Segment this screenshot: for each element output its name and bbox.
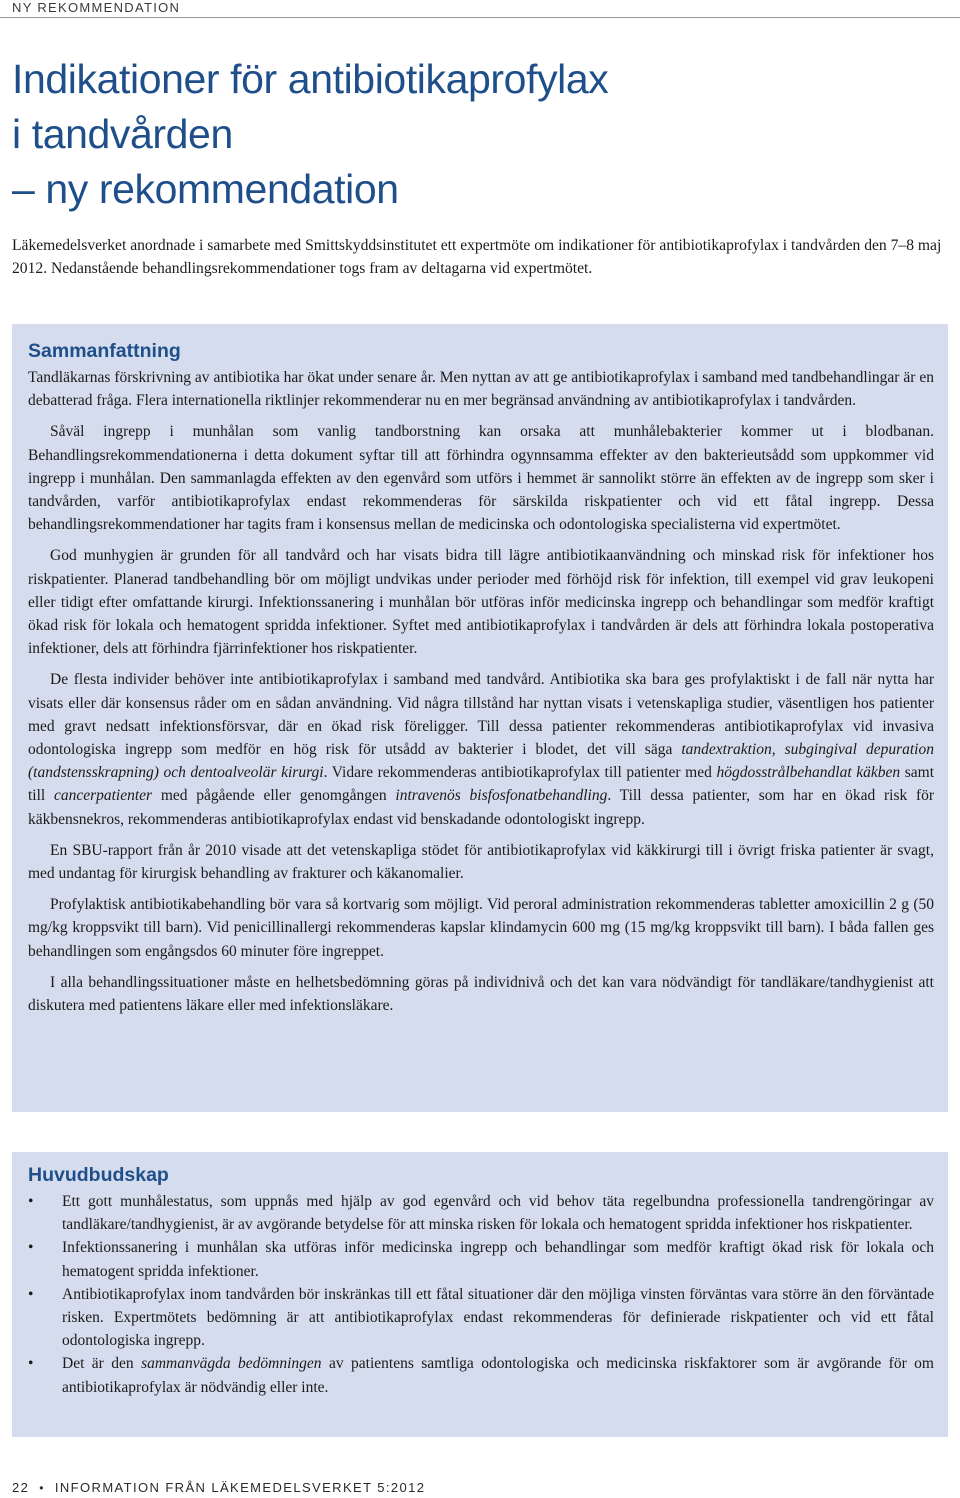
summary-paragraph-3: God munhygien är grunden för all tandvård och har visats bidra till lägre antibiotikaanvändning och minskad risk för infektioner hos riskpatienter. Planerad tandbehandling bör om möjligt undvikas under perioder med förhöjd risk för infektion, till exempel vid grav leukopeni eller tidigt efter omfattande kirurgi. Infektionssanering i munhålan bör utföras inför medicinska ingrepp och behandlingar som medför kraftigt ökad risk för lokala och hematogent spridda infektioner. Syftet med antibiotikaprofylax i tandvården är dels att förhindra lokala postoperativa infektioner, dels att förhindra fjärrinfektioner hos riskpatienter. bbox=[28, 547, 934, 658]
page-title bbox=[12, 52, 942, 217]
summary-paragraph-4-text-b: . Vidare rekommenderas antibiotikaprofylax till patienter med bbox=[323, 764, 717, 782]
summary-paragraph-4-text-c: samt till bbox=[28, 764, 934, 805]
summary-box bbox=[12, 324, 948, 1112]
bullet-icon: • bbox=[28, 1239, 34, 1257]
summary-paragraph-1: Tandläkarnas förskrivning av antibiotika har ökat under senare år. Men nyttan av att ge antibiotikaprofylax i samband med tandbehandlingar är en debatterad fråga. Flera internationella riktlinjer rekommenderar nu en mer begränsad användning av antibiotikaprofylax i tandvården. bbox=[28, 369, 934, 410]
summary-paragraph-4-emphasis-2: högdosstrålbehandlat käkben bbox=[716, 764, 901, 782]
summary-heading: Sammanfattning bbox=[28, 340, 181, 362]
page-footer bbox=[12, 1478, 942, 1497]
summary-paragraph-5: En SBU-rapport från år 2010 visade att det vetenskapliga stödet för antibiotikaprofylax vid käkkirurgi till i övrigt friska patienter är svagt, med undantag för kirurgisk behandling av frakturer och käkanomalier. bbox=[28, 841, 934, 883]
bullet-icon: • bbox=[28, 1285, 34, 1303]
bullet-icon: • bbox=[28, 1193, 34, 1210]
key-message-text-4a: Det är den bbox=[62, 1355, 142, 1373]
key-message-text-2: Infektionssanering i munhålan ska utföras inför medicinska ingrepp och behandlingar som medför kraftigt ökad risk för lokala och hematogent spridda infektioner. bbox=[62, 1239, 934, 1280]
list-item bbox=[28, 1190, 934, 1236]
summary-paragraph-4-emphasis-3: cancerpatienter bbox=[53, 787, 153, 805]
summary-paragraph-2: Såväl ingrepp i munhålan som vanlig tandborstning kan orsaka att munhålebakterier kommer ut i blodbanan. Behandlingsrekommendationerna i detta dokument syftar till att förhindra ogynnsamma effekter av den bakterieutsådd som uppkommer vid ingrepp i munhålan. Den sammanlagda effekten av den egenvård som utförs i hemmet är sannolikt större än effekten av de ingrepp som sker i tandvården, varför antibiotikaprofylax endast rekommenderas för särskilda riskpatienter och vid ett fåtal ingrepp. Dessa behandlingsrekommendationer har tagits fram i konsensus mellan de medicinska och odontologiska specialisterna vid expertmötet. bbox=[28, 423, 934, 534]
list-item bbox=[28, 1283, 934, 1353]
summary-paragraph-4 bbox=[28, 668, 934, 830]
list-item bbox=[28, 1236, 934, 1282]
summary-paragraph-4-text-e: . Till dessa patienter, som har en ökad risk för käkbensnekros, rekommenderas antibiotikaprofylax endast vid benskadande odontologiskt ingrepp. bbox=[28, 787, 935, 828]
title-line-1: Indikationer för antibiotikaprofylax bbox=[12, 56, 609, 102]
publication-name: INFORMATION FRÅN LÄKEMEDELSVERKET 5:2012 bbox=[54, 1480, 426, 1495]
key-message-text-3: Antibiotikaprofylax inom tandvården bör inskränkas till ett fåtal situationer där den möjliga vinsten förväntas vara större än den förväntade risken. Expertmötets bedömning är att antibiotikaprofylax endast rekommenderas för definierade riskpatienter och vid ett fåtal odontologiska ingrepp. bbox=[62, 1285, 934, 1350]
intro-paragraph: Läkemedelsverket anordnade i samarbete med Smittskyddsinstitutet ett expertmöte om indikationer för antibiotikaprofylax i tandvården den 7–8 maj 2012. Nedanstående behandlingsrekommendationer togs fram av deltagarna vid expertmötet. bbox=[12, 237, 942, 277]
key-message-emphasis: sammanvägda bedömningen bbox=[141, 1355, 322, 1373]
summary-paragraph-4-emphasis-4: intravenös bisfosfonatbehandling bbox=[395, 787, 608, 805]
list-item bbox=[28, 1352, 934, 1398]
page-number: 22 bbox=[12, 1480, 30, 1495]
section-label: NY REKOMMENDATION bbox=[0, 0, 960, 18]
title-line-2: i tandvården bbox=[12, 111, 233, 157]
summary-paragraph-7: I alla behandlingssituationer måste en helhetsbedömning göras på individnivå och det kan vara nödvändigt för tandläkare/tandhygienist att diskutera med patientens läkare eller med infektionsläkare. bbox=[28, 973, 934, 1015]
footer-separator: • bbox=[39, 1481, 45, 1495]
key-message-text-4b: av patientens samtliga odontologiska och medicinska riskfaktorer som är avgörande för om antibiotikaprofylax är nödvändig eller inte. bbox=[62, 1355, 934, 1396]
key-messages-list bbox=[28, 1190, 934, 1399]
title-line-3: – ny rekommendation bbox=[12, 166, 399, 212]
summary-paragraph-6: Profylaktisk antibiotikabehandling bör vara så kortvarig som möjligt. Vid peroral administration rekommenderas tabletter amoxicillin 2 g (50 mg/kg kroppsvikt till barn). Vid penicillinallergi rekommenderas kapslar klindamycin 600 mg (15 mg/kg kroppsvikt till barn). I båda fallen ges behandlingen som engångsdos 60 minuter före ingreppet. bbox=[28, 896, 934, 960]
summary-paragraph-4-emphasis-1: tandextraktion, subgingival depuration (tandstensskrapning) och dentoalveolär kirurgi bbox=[28, 741, 934, 782]
key-message-text-1: Ett gott munhålestatus, som uppnås med hjälp av god egenvård och vid behov täta regelbundna professionella tandrengöringar av tandläkare/tandhygienist, är av avgörande betydelse för att minska risken för lokala och hematogent spridda infektioner hos riskpatienter. bbox=[62, 1193, 934, 1234]
summary-paragraph-4-text-d: med pågående eller genomgången bbox=[152, 787, 396, 805]
bullet-icon: • bbox=[28, 1355, 34, 1373]
key-messages-heading: Huvudbudskap bbox=[28, 1164, 169, 1186]
summary-paragraph-4-text-a: De flesta individer behöver inte antibiotikaprofylax i samband med tandvård. Antibiotika ska bara ges profylaktiskt i de fall när nytta har visats eller där konsensus råder om en sådan användning. Vid några tillstånd har nyttan visats i vetenskapliga studier, väsentligen hos patienter med gravt nedsatt infektionsförsvar, där en ökad risk föreligger. Till dessa patienter rekommenderas antibiotikaprofylax vid invasiva odontologiska ingrepp som medför en hög risk för utsådd av bakterier i blodet, det vill säga bbox=[28, 671, 934, 759]
key-messages-box bbox=[12, 1152, 948, 1437]
